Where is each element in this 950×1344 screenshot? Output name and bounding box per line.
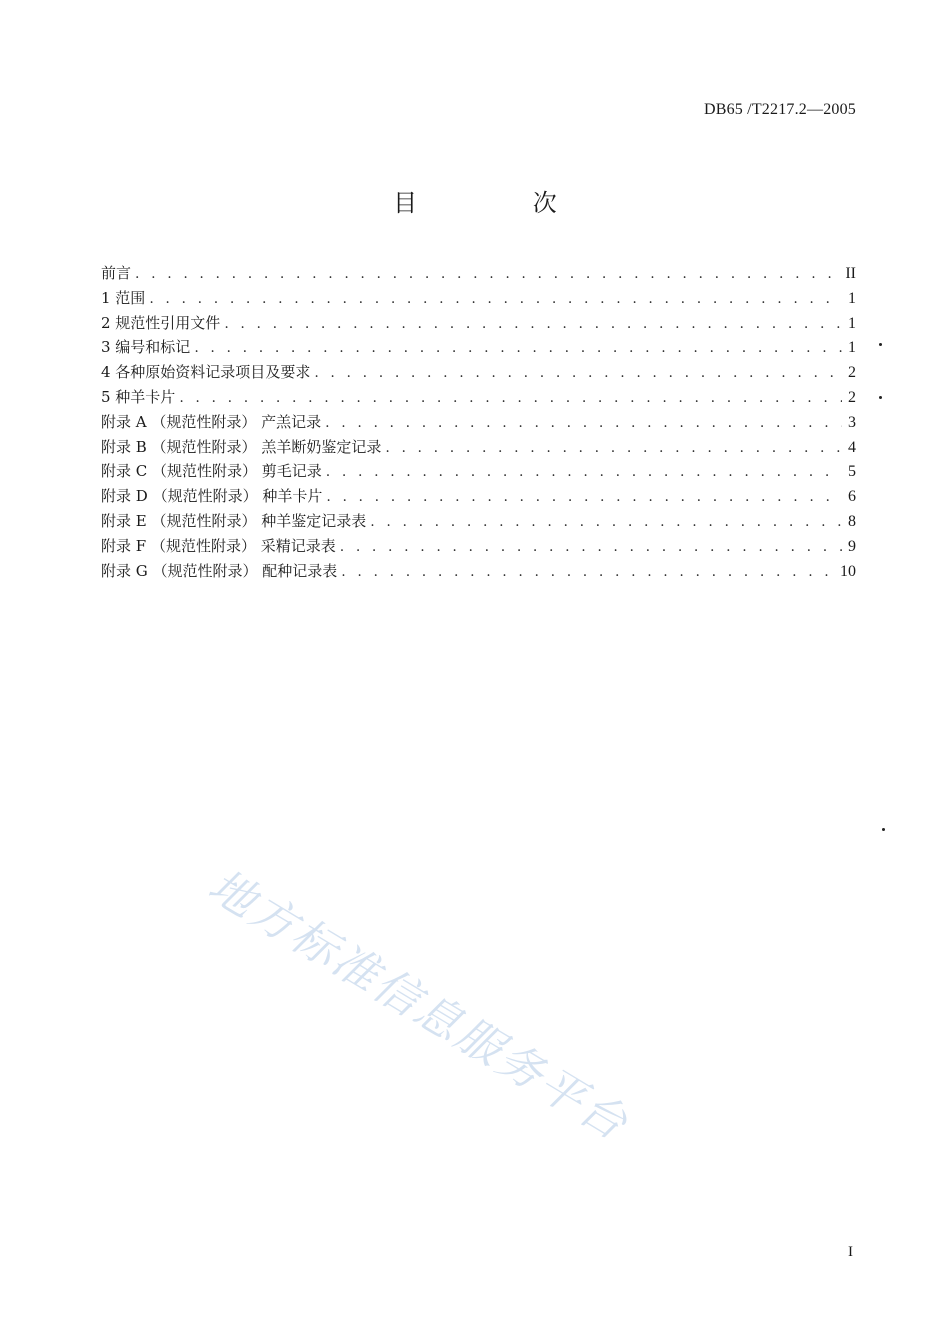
scan-speck <box>882 828 885 831</box>
page-title: 目 次 <box>393 189 611 217</box>
toc-entry-label: 1 范围 <box>101 288 146 307</box>
toc-entry-label: 附录 A （规范性附录） 产羔记录 <box>101 412 322 431</box>
toc-entry[interactable] <box>101 459 856 484</box>
dot-leader <box>224 312 842 337</box>
toc-entry[interactable] <box>101 534 856 559</box>
dot-leader <box>179 386 842 411</box>
toc-entry-label: 3 编号和标记 <box>101 338 191 357</box>
toc-entry[interactable] <box>101 261 856 286</box>
dot-leader <box>149 287 842 312</box>
dot-leader <box>326 460 842 485</box>
dot-leader <box>314 361 842 386</box>
dot-leader <box>194 336 842 361</box>
page-number: I <box>848 1244 853 1260</box>
scan-speck <box>879 396 882 399</box>
toc-entry[interactable] <box>101 484 856 509</box>
toc-entry-label: 附录 B （规范性附录） 羔羊断奶鉴定记录 <box>101 437 382 456</box>
toc-entry-label: 附录 C （规范性附录） 剪毛记录 <box>101 462 322 481</box>
toc-entry-label: 附录 D （规范性附录） 种羊卡片 <box>101 487 323 506</box>
dot-leader <box>135 262 839 287</box>
dot-leader <box>326 485 842 510</box>
toc-entry-page: 6 <box>848 488 856 506</box>
toc-entry-label: 附录 G （规范性附录） 配种记录表 <box>101 561 338 580</box>
toc-entry[interactable] <box>101 311 856 336</box>
document-code: DB65 /T2217.2—2005 <box>703 101 856 118</box>
scan-speck <box>879 343 882 346</box>
toc-entry[interactable] <box>101 435 856 460</box>
toc-entry-page: 3 <box>848 413 856 431</box>
dot-leader <box>370 510 842 535</box>
toc-entry-page: 2 <box>848 364 856 382</box>
dot-leader <box>341 560 834 585</box>
toc-entry-label: 5 种羊卡片 <box>101 387 176 406</box>
toc-entry-page: 10 <box>840 562 856 580</box>
toc-entry-label: 附录 F （规范性附录） 采精记录表 <box>101 536 336 555</box>
toc-entry-label: 附录 E （规范性附录） 种羊鉴定记录表 <box>101 511 367 530</box>
toc-entry-page: II <box>845 265 856 282</box>
toc-entry[interactable] <box>101 385 856 410</box>
toc-entry-page: 1 <box>848 339 856 357</box>
toc-entry[interactable] <box>101 360 856 385</box>
toc-entry[interactable] <box>101 559 856 584</box>
toc-entry-page: 8 <box>848 512 856 530</box>
toc-entry-page: 2 <box>848 388 856 406</box>
dot-leader <box>325 411 842 436</box>
toc-entry-page: 1 <box>848 289 856 307</box>
toc-entry-label: 4 各种原始资料记录项目及要求 <box>101 363 311 382</box>
dot-leader <box>340 535 842 560</box>
toc-entry-page: 9 <box>848 537 856 555</box>
toc-entry-page: 1 <box>848 314 856 332</box>
watermark: 地方标准信息服务平台 <box>199 858 639 1152</box>
table-of-contents <box>101 261 856 583</box>
toc-entry[interactable] <box>101 335 856 360</box>
toc-entry-page: 4 <box>848 438 856 456</box>
toc-entry[interactable] <box>101 509 856 534</box>
toc-entry[interactable] <box>101 286 856 311</box>
dot-leader <box>385 436 842 461</box>
toc-entry-label: 2 规范性引用文件 <box>101 313 221 332</box>
toc-entry[interactable] <box>101 410 856 435</box>
toc-entry-page: 5 <box>848 463 856 481</box>
toc-entry-label: 前言 <box>101 264 132 282</box>
